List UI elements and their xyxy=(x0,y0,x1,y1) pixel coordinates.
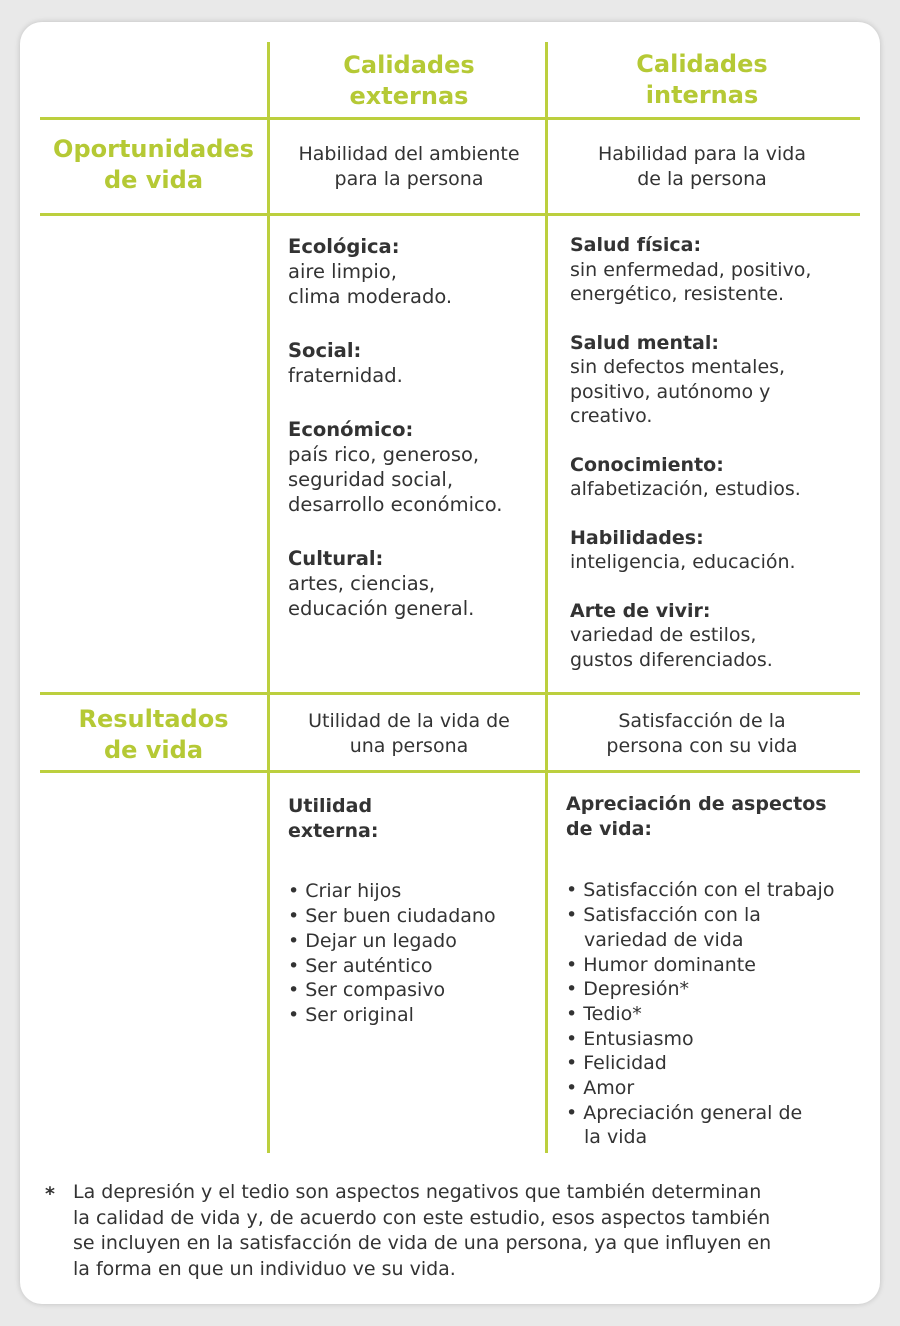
footnote-marker: * xyxy=(45,1183,55,1205)
desc-results-internal: Satisfacción de la persona con su vida xyxy=(606,710,798,757)
results-external-list: Utilidad externa: • Criar hijos • Ser buen ciudadano • Dejar un legado • Ser auténtico • Ser compasivo • Ser original xyxy=(288,794,543,1028)
list-item: • Amor xyxy=(566,1077,635,1100)
list-item: • Depresión* xyxy=(566,978,690,1001)
category-title: Social: xyxy=(288,339,362,362)
desc-opportunities-internal: Habilidad para la vida de la persona xyxy=(597,143,807,190)
list-item: • Satisfacción con la xyxy=(566,904,761,927)
category-title: Económico: xyxy=(288,418,414,441)
grid-vertical-line-2 xyxy=(545,42,548,1153)
category-title: Ecológica: xyxy=(288,235,400,258)
desc-opportunities-external: Habilidad del ambiente para la persona xyxy=(298,143,520,190)
row-header-opportunities: Oportunidades de vida xyxy=(53,135,254,194)
list-item: • Dejar un legado xyxy=(288,929,457,952)
list-item: • Entusiasmo xyxy=(566,1027,694,1050)
list-item: • Ser compasivo xyxy=(288,979,446,1002)
column-header-external: Calidades externas xyxy=(343,51,475,110)
grid-horizontal-line-3 xyxy=(40,692,860,695)
grid-horizontal-line-2 xyxy=(40,213,860,216)
results-internal-list: Apreciación de aspectos de vida: • Satisfacción con el trabajo • Satisfacción con la variedad de vida • Humor dominante • Depresión* • Tedio* • Entusiasmo • Felicidad • Amor • Apreciación general de la vida xyxy=(566,792,858,1150)
column-header-internal: Calidades internas xyxy=(636,50,768,109)
category-title: Habilidades: xyxy=(570,526,704,549)
list-item: • Satisfacción con el trabajo xyxy=(566,879,835,902)
category-title: Cultural: xyxy=(288,547,384,570)
list-item: • Ser original xyxy=(288,1003,414,1026)
list-item: • Ser auténtico xyxy=(288,954,433,977)
row-header-results: Resultados de vida xyxy=(78,705,229,764)
category-title: Salud física: xyxy=(570,234,702,256)
grid-horizontal-line-1 xyxy=(40,117,860,120)
category-title: Arte de vivir: xyxy=(570,599,711,622)
list-item: • Apreciación general de xyxy=(566,1101,803,1124)
opportunities-internal-list: Salud física: sin enfermedad, positivo, energético, resistente. Salud mental: sin defectos mentales, positivo, autónomo y creativo. Conocimiento: alfabetización, estudios. Habilidades: inteligencia, educación. Arte de vivir: variedad de estilos, gustos diferenciados. xyxy=(570,233,855,672)
list-item: • Tedio* xyxy=(566,1002,642,1025)
list-item: • Ser buen ciudadano xyxy=(288,905,496,928)
category-title: Conocimiento: xyxy=(570,453,724,476)
list-item: • Felicidad xyxy=(566,1052,667,1075)
opportunities-external-list: Ecológica: aire limpio, clima moderado. Social: fraternidad. Económico: país rico, generoso, seguridad social, desarrollo económico. Cultural: artes, ciencias, educación general. xyxy=(288,234,543,621)
list-item: • Humor dominante xyxy=(566,953,756,976)
category-title: Salud mental: xyxy=(570,331,719,354)
desc-results-external: Utilidad de la vida de una persona xyxy=(308,710,510,757)
list-item: • Criar hijos xyxy=(288,880,402,903)
grid-vertical-line-1 xyxy=(267,42,270,1153)
grid-horizontal-line-4 xyxy=(40,770,860,773)
footnote: * La depresión y el tedio son aspectos negativos que también determinan la calidad de vida y, de acuerdo con este estudio, esos aspectos también se incluyen en la satisfacción de vida de una persona, ya que influyen en la forma en que un individuo ve su vida. xyxy=(45,1181,772,1280)
